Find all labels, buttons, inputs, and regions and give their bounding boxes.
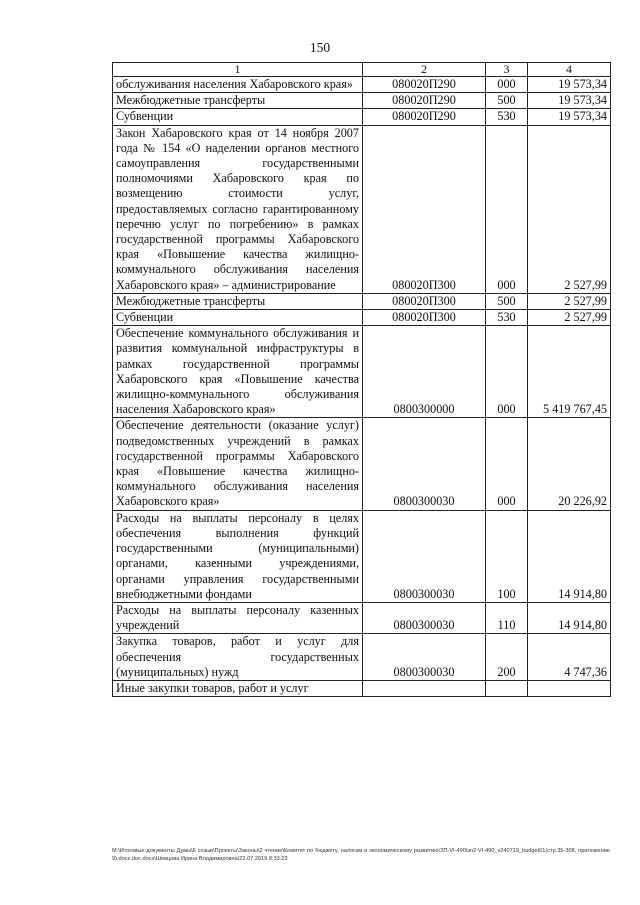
- row-code: 080020П290: [363, 77, 486, 93]
- row-name: Расходы на выплаты персоналу казенных учреждений: [113, 602, 363, 633]
- header-cell-name: 1: [113, 63, 363, 77]
- table-row: [113, 634, 611, 681]
- row-code: [363, 680, 486, 696]
- table-header-row: [113, 63, 611, 77]
- table-row: [113, 77, 611, 93]
- budget-table: [112, 62, 611, 697]
- document-path-footer: М:\Итоговые документы Думы\6 созыв\Проекты\Законы\2 чтение\Комитет по бюджету, налогам и экономическому развитию\ЗП-VI-490\зп2-VI-490_v240719_budget01(стр.35-308, приложение 9).docx.doc.docx\Шевцова Ирина Владимировна\22.07.2019 8:33:23: [112, 848, 610, 862]
- row-type: 000: [486, 418, 528, 510]
- row-amount: 2 527,99: [528, 125, 611, 293]
- row-name: Межбюджетные трансферты: [113, 93, 363, 109]
- row-amount: 14 914,80: [528, 602, 611, 633]
- table-row: [113, 418, 611, 510]
- row-type: 500: [486, 293, 528, 309]
- row-amount: [528, 680, 611, 696]
- row-code: 0800300000: [363, 326, 486, 418]
- row-amount: 4 747,36: [528, 634, 611, 681]
- row-type: 000: [486, 326, 528, 418]
- row-name: Обеспечение коммунального обслуживания и развития коммунальной инфраструктуры в рамках государственной программы Хабаровского края «Повышение качества жилищно-коммунального обслуживания населения Хабаровского края»: [113, 326, 363, 418]
- row-name: Субвенции: [113, 310, 363, 326]
- row-type: 530: [486, 310, 528, 326]
- row-type: 000: [486, 125, 528, 293]
- row-code: 080020П300: [363, 310, 486, 326]
- row-type: 530: [486, 109, 528, 125]
- page-number: 150: [309, 40, 331, 55]
- table-row: [113, 310, 611, 326]
- table-row: [113, 93, 611, 109]
- row-type: 110: [486, 602, 528, 633]
- row-amount: 5 419 767,45: [528, 326, 611, 418]
- row-amount: 14 914,80: [528, 510, 611, 602]
- row-code: 080020П300: [363, 293, 486, 309]
- row-code: 0800300030: [363, 602, 486, 633]
- row-code: 0800300030: [363, 418, 486, 510]
- row-type: 000: [486, 77, 528, 93]
- row-name: Расходы на выплаты персоналу в целях обеспечения выполнения функций государственными (муниципальными) органами, казенными учреждениями, органами управления государственными внебюджетными фондами: [113, 510, 363, 602]
- table-row: [113, 680, 611, 696]
- row-amount: 2 527,99: [528, 293, 611, 309]
- table-row: [113, 326, 611, 418]
- row-amount: 19 573,34: [528, 77, 611, 93]
- row-type: [486, 680, 528, 696]
- row-name: Иные закупки товаров, работ и услуг: [113, 680, 363, 696]
- table-row: [113, 293, 611, 309]
- row-name: Закупка товаров, работ и услуг для обеспечения государственных (муниципальных) нужд: [113, 634, 363, 681]
- row-name: Закон Хабаровского края от 14 ноября 2007 года № 154 «О наделении органов местного самоуправления государственными полномочиями Хабаровского края по возмещению стоимости услуг, предоставляемых согласно гарантированному перечню услуг по погребению» в рамках государственной программы Хабаровского края «Повышение качества жилищно-коммунального обслуживания населения Хабаровского края» – администрирование: [113, 125, 363, 293]
- row-amount: 19 573,34: [528, 93, 611, 109]
- row-name: обслуживания населения Хабаровского края»: [113, 77, 363, 93]
- row-name: Субвенции: [113, 109, 363, 125]
- row-type: 100: [486, 510, 528, 602]
- row-code: 0800300030: [363, 510, 486, 602]
- row-code: 080020П290: [363, 109, 486, 125]
- row-name: Обеспечение деятельности (оказание услуг) подведомственных учреждений в рамках государственной программы Хабаровского края «Повышение качества жилищно-коммунального обслуживания населения Хабаровского края»: [113, 418, 363, 510]
- table-row: [113, 125, 611, 293]
- header-cell-type: 3: [486, 63, 528, 77]
- row-type: 500: [486, 93, 528, 109]
- header-cell-amount: 4: [528, 63, 611, 77]
- header-cell-code: 2: [363, 63, 486, 77]
- row-amount: 2 527,99: [528, 310, 611, 326]
- table-row: [113, 602, 611, 633]
- row-code: 080020П300: [363, 125, 486, 293]
- row-amount: 20 226,92: [528, 418, 611, 510]
- table-row: [113, 109, 611, 125]
- row-code: 080020П290: [363, 93, 486, 109]
- row-amount: 19 573,34: [528, 109, 611, 125]
- row-name: Межбюджетные трансферты: [113, 293, 363, 309]
- table-row: [113, 510, 611, 602]
- row-type: 200: [486, 634, 528, 681]
- row-code: 0800300030: [363, 634, 486, 681]
